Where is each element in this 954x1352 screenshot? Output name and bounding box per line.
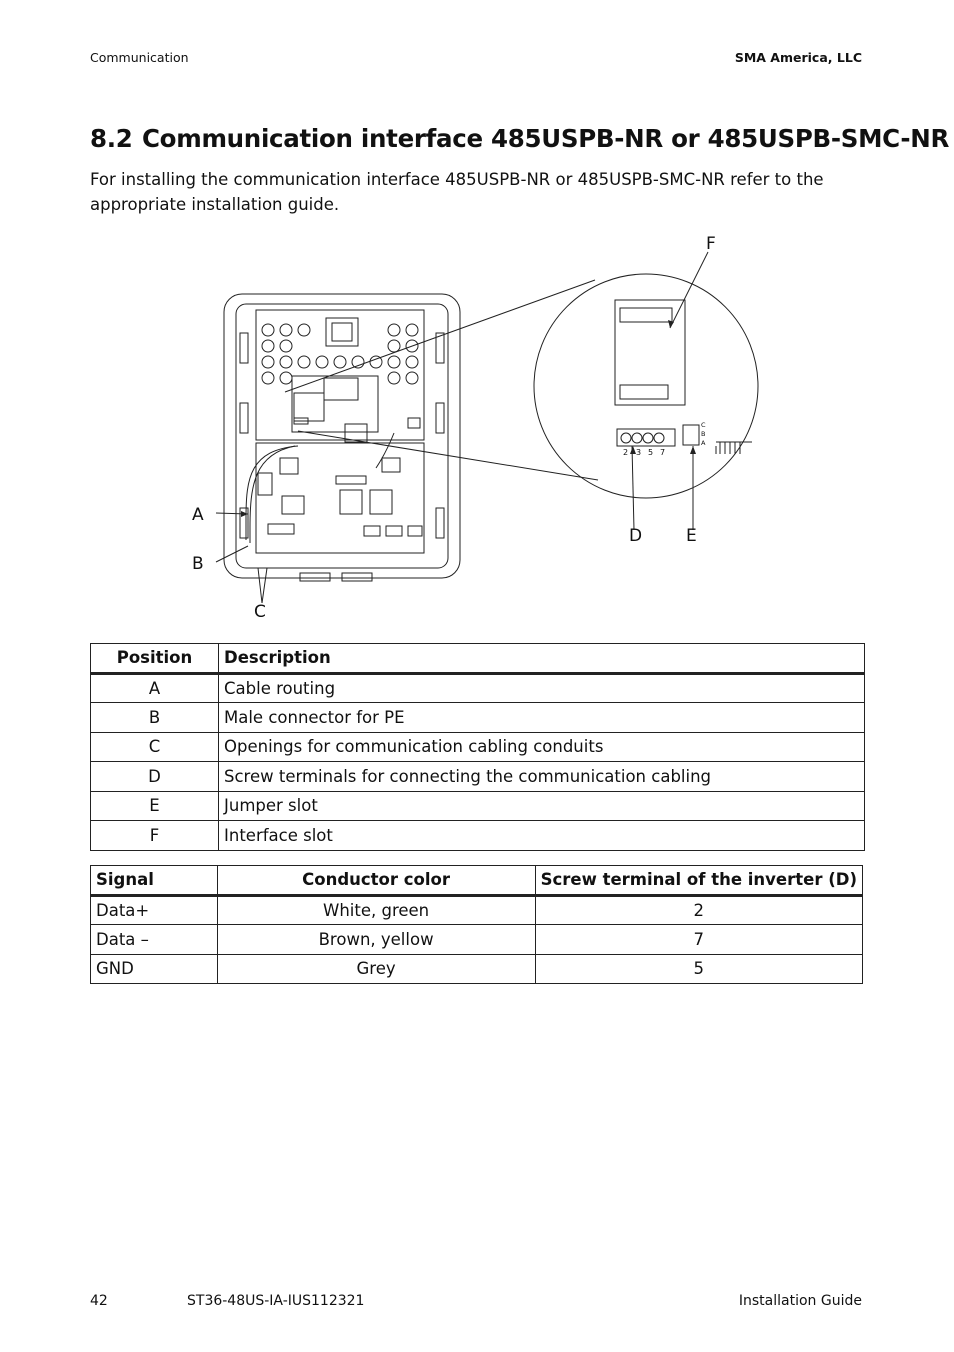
terminal-cell: 7 bbox=[535, 925, 862, 955]
callout-b: B bbox=[192, 554, 204, 574]
terminal-number: 2 bbox=[623, 448, 629, 457]
callout-c: C bbox=[254, 602, 266, 622]
table-row bbox=[91, 821, 865, 851]
table-row bbox=[91, 925, 863, 955]
section-title-text: Communication interface 485USPB-NR or 485USPB-SMC-NR bbox=[142, 124, 950, 153]
description-cell: Interface slot bbox=[219, 821, 865, 851]
signal-cell: Data+ bbox=[91, 895, 218, 925]
column-header: Position bbox=[91, 644, 219, 674]
inverter-drawing bbox=[180, 228, 780, 628]
description-cell: Screw terminals for connecting the communication cabling bbox=[219, 762, 865, 792]
callout-e: E bbox=[686, 526, 697, 546]
column-header: Description bbox=[219, 644, 865, 674]
column-header: Screw terminal of the inverter (D) bbox=[535, 866, 862, 896]
table-row bbox=[91, 703, 865, 733]
table-row bbox=[91, 762, 865, 792]
color-cell: Grey bbox=[217, 954, 535, 984]
table-row bbox=[91, 895, 863, 925]
signal-table bbox=[90, 865, 863, 984]
callout-a: A bbox=[192, 505, 204, 525]
terminal-number: 5 bbox=[648, 448, 654, 457]
page-number: 42 bbox=[90, 1293, 108, 1309]
color-cell: White, green bbox=[217, 895, 535, 925]
jumper-letter: A bbox=[701, 439, 706, 447]
section-number: 8.2 bbox=[90, 124, 133, 153]
intro-paragraph: For installing the communication interface 485USPB-NR or 485USPB-SMC-NR refer to the appropriate installation guide. bbox=[90, 170, 824, 214]
position-cell: D bbox=[91, 762, 219, 792]
signal-cell: Data – bbox=[91, 925, 218, 955]
jumper-letter: B bbox=[701, 430, 706, 438]
terminal-cell: 2 bbox=[535, 895, 862, 925]
column-header: Conductor color bbox=[217, 866, 535, 896]
position-cell: C bbox=[91, 732, 219, 762]
description-cell: Cable routing bbox=[219, 673, 865, 703]
description-cell: Jumper slot bbox=[219, 791, 865, 821]
position-cell: A bbox=[91, 673, 219, 703]
position-cell: B bbox=[91, 703, 219, 733]
table-row bbox=[91, 954, 863, 984]
header-company: SMA America, LLC bbox=[734, 50, 862, 65]
position-cell: F bbox=[91, 821, 219, 851]
section-title bbox=[90, 124, 949, 153]
inverter-figure bbox=[180, 228, 780, 628]
column-header: Signal bbox=[91, 866, 218, 896]
table-header-row bbox=[91, 866, 863, 896]
terminal-number: 7 bbox=[660, 448, 666, 457]
document-type: Installation Guide bbox=[738, 1293, 862, 1309]
color-cell: Brown, yellow bbox=[217, 925, 535, 955]
terminal-number: 3 bbox=[636, 448, 642, 457]
position-cell: E bbox=[91, 791, 219, 821]
terminal-cell: 5 bbox=[535, 954, 862, 984]
description-cell: Openings for communication cabling conduits bbox=[219, 732, 865, 762]
header-section: Communication bbox=[90, 50, 189, 65]
positions-table bbox=[90, 643, 865, 851]
jumper-letter: C bbox=[701, 421, 706, 429]
callout-d: D bbox=[629, 526, 643, 546]
table-row bbox=[91, 732, 865, 762]
table-header-row bbox=[91, 644, 865, 674]
table-row bbox=[91, 791, 865, 821]
document-id: ST36-48US-IA-IUS112321 bbox=[187, 1293, 365, 1309]
table-row bbox=[91, 673, 865, 703]
signal-cell: GND bbox=[91, 954, 218, 984]
description-cell: Male connector for PE bbox=[219, 703, 865, 733]
callout-f: F bbox=[706, 234, 716, 254]
